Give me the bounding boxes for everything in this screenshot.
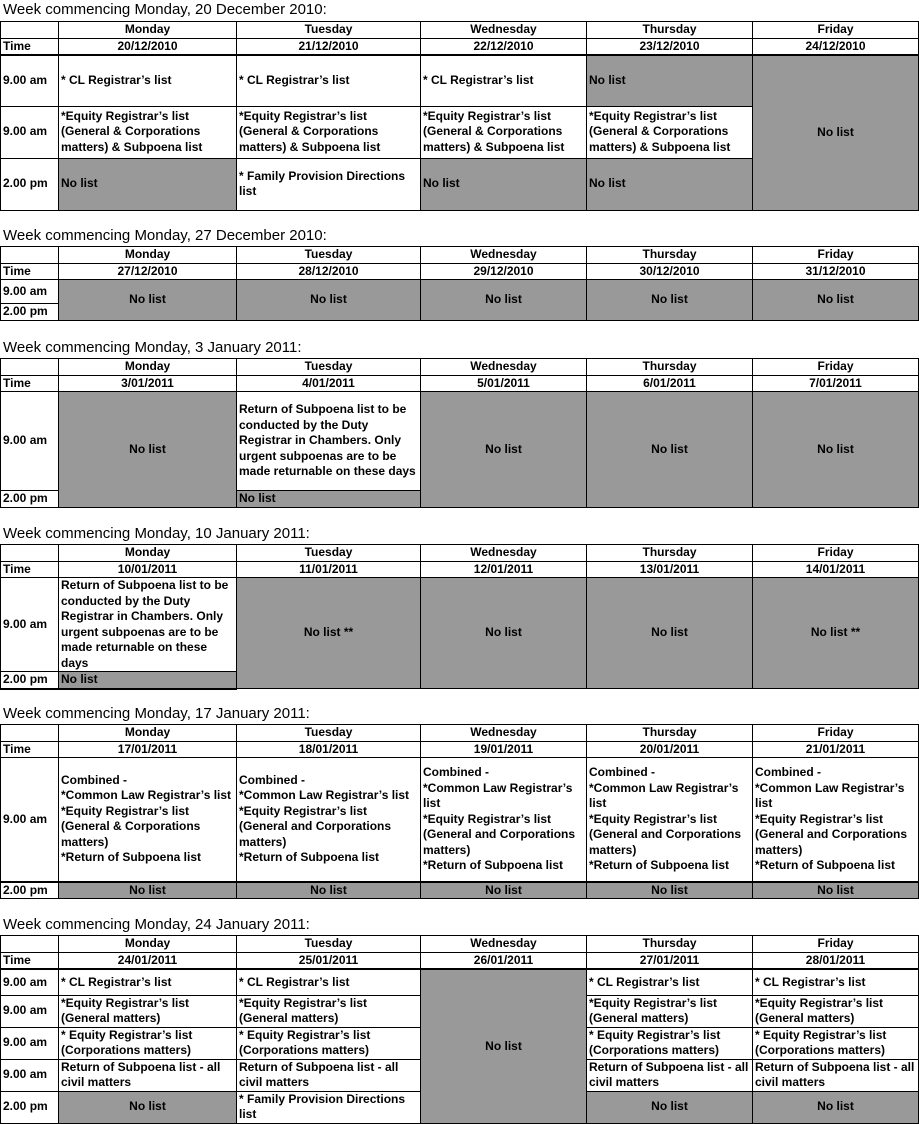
- corner-cell: [1, 936, 59, 953]
- date-header: 27/12/2010: [59, 263, 237, 280]
- day-header: Wednesday: [421, 22, 587, 39]
- schedule-cell: [753, 758, 919, 882]
- date-header: 29/12/2010: [421, 263, 587, 280]
- cell-line: *Return of Subpoena list: [239, 850, 380, 865]
- day-header: Thursday: [587, 936, 753, 953]
- day-header: Monday: [59, 725, 237, 742]
- date-header: 28/12/2010: [237, 263, 421, 280]
- schedule-cell: * Equity Registrar’s list (Corporations matters): [587, 1027, 753, 1059]
- date-header: 19/01/2011: [421, 741, 587, 758]
- date-header: 20/01/2011: [587, 741, 753, 758]
- day-header: Thursday: [587, 247, 753, 264]
- schedule-cell: *Equity Registrar’s list (General matters): [237, 995, 421, 1027]
- schedule-cell: * CL Registrar’s list: [59, 969, 237, 995]
- week-table-20-dec: [0, 21, 919, 211]
- date-header: 3/01/2011: [59, 375, 237, 392]
- date-header: 24/01/2011: [59, 952, 237, 969]
- schedule-cell: No list: [587, 280, 753, 321]
- date-header: 20/12/2010: [59, 38, 237, 55]
- corner-cell: [1, 545, 59, 562]
- schedule-cell: Return of Subpoena list - all civil matters: [59, 1059, 237, 1091]
- week-title: Week commencing Monday, 10 January 2011:: [3, 525, 310, 542]
- schedule-cell: No list: [753, 1091, 919, 1123]
- date-header: 11/01/2011: [237, 561, 421, 578]
- day-header: Thursday: [587, 359, 753, 376]
- day-header: Wednesday: [421, 936, 587, 953]
- cell-line: *Return of Subpoena list: [755, 858, 896, 872]
- schedule-cell: * CL Registrar’s list: [237, 55, 421, 106]
- time-header: Time: [1, 741, 59, 758]
- schedule-cell: No list: [421, 969, 587, 1123]
- time-cell: 9.00 am: [1, 995, 59, 1027]
- schedule-cell: No list: [237, 491, 421, 508]
- date-header: 21/12/2010: [237, 38, 421, 55]
- date-header: 30/12/2010: [587, 263, 753, 280]
- date-header: 12/01/2011: [421, 561, 587, 578]
- week-table-17-jan: [0, 724, 919, 899]
- schedule-cell: * Family Provision Directions list: [237, 158, 421, 210]
- time-cell: 9.00 am: [1, 1027, 59, 1059]
- day-header: Thursday: [587, 22, 753, 39]
- date-header: 7/01/2011: [753, 375, 919, 392]
- day-header: Tuesday: [237, 725, 421, 742]
- cell-line: *Common Law Registrar’s list: [755, 780, 905, 810]
- schedule-cell: * Equity Registrar’s list (Corporations matters): [59, 1027, 237, 1059]
- time-cell: 9.00 am: [1, 969, 59, 995]
- week-title: Week commencing Monday, 27 December 2010:: [3, 227, 327, 244]
- cell-line: *Common Law Registrar’s list: [589, 780, 739, 810]
- date-header: 25/01/2011: [237, 952, 421, 969]
- schedule-cell: No list: [587, 882, 753, 899]
- cell-line: Combined -: [423, 765, 489, 779]
- day-header: Friday: [753, 545, 919, 562]
- schedule-cell: * CL Registrar’s list: [237, 969, 421, 995]
- day-header: Wednesday: [421, 359, 587, 376]
- schedule-cell: No list: [587, 392, 753, 508]
- cell-line: Combined -: [61, 772, 127, 787]
- schedule-cell: *Equity Registrar’s list (General & Corporations matters) & Subpoena list: [421, 106, 587, 158]
- schedule-cell: [587, 758, 753, 882]
- schedule-cell: [421, 758, 587, 882]
- week-table-10-jan: [0, 544, 919, 690]
- time-header: Time: [1, 263, 59, 280]
- schedule-cell: No list **: [753, 578, 919, 689]
- date-header: 24/12/2010: [753, 38, 919, 55]
- schedule-cell: Return of Subpoena list to be conducted by the Duty Registrar in Chambers. Only urgent subpoenas are to be made returnable on these days: [59, 578, 237, 672]
- week-title: Week commencing Monday, 20 December 2010:: [3, 1, 327, 18]
- time-cell: 9.00 am: [1, 578, 59, 672]
- time-cell: 9.00 am: [1, 758, 59, 882]
- corner-cell: [1, 22, 59, 39]
- day-header: Thursday: [587, 725, 753, 742]
- schedule-cell: [237, 758, 421, 882]
- day-header: Tuesday: [237, 545, 421, 562]
- date-header: 28/01/2011: [753, 952, 919, 969]
- schedule-cell: *Equity Registrar’s list (General matters): [59, 995, 237, 1027]
- cell-line: *Common Law Registrar’s list: [61, 788, 232, 803]
- schedule-cell: * CL Registrar’s list: [587, 969, 753, 995]
- date-header: 26/01/2011: [421, 952, 587, 969]
- schedule-cell: No list: [59, 882, 237, 899]
- day-header: Wednesday: [421, 545, 587, 562]
- corner-cell: [1, 359, 59, 376]
- schedule-cell: No list: [587, 55, 753, 106]
- schedule-cell: No list: [59, 392, 237, 508]
- corner-cell: [1, 725, 59, 742]
- schedule-cell: Return of Subpoena list - all civil matters: [237, 1059, 421, 1091]
- time-cell: 2.00 pm: [1, 1091, 59, 1123]
- day-header: Thursday: [587, 545, 753, 562]
- schedule-cell: No list: [753, 882, 919, 899]
- schedule-cell: *Equity Registrar’s list (General & Corporations matters) & Subpoena list: [237, 106, 421, 158]
- schedule-cell: Return of Subpoena list - all civil matters: [587, 1059, 753, 1091]
- day-header: Friday: [753, 359, 919, 376]
- day-header: Tuesday: [237, 359, 421, 376]
- schedule-cell: No list: [421, 280, 587, 321]
- cell-line: *Equity Registrar’s list (General and Corporations matters): [755, 811, 908, 857]
- time-cell: 9.00 am: [1, 106, 59, 158]
- day-header: Tuesday: [237, 936, 421, 953]
- schedule-cell: Return of Subpoena list - all civil matters: [753, 1059, 919, 1091]
- schedule-cell: [59, 758, 237, 882]
- cell-line: *Equity Registrar’s list (General and Corporations matters): [589, 811, 742, 857]
- time-cell: 2.00 pm: [1, 158, 59, 210]
- cell-line: *Common Law Registrar’s list: [423, 780, 573, 810]
- schedule-cell: * CL Registrar’s list: [59, 55, 237, 106]
- day-header: Monday: [59, 359, 237, 376]
- time-header: Time: [1, 561, 59, 578]
- day-header: Wednesday: [421, 247, 587, 264]
- week-table-3-jan: [0, 358, 919, 508]
- schedule-cell: *Equity Registrar’s list (General matters): [753, 995, 919, 1027]
- day-header: Tuesday: [237, 247, 421, 264]
- schedule-cell: No list: [421, 158, 587, 210]
- schedule-cell: * Equity Registrar’s list (Corporations matters): [753, 1027, 919, 1059]
- schedule-cell: No list: [753, 392, 919, 508]
- day-header: Monday: [59, 247, 237, 264]
- time-cell: 2.00 pm: [1, 304, 59, 321]
- day-header: Friday: [753, 725, 919, 742]
- schedule-cell: * CL Registrar’s list: [421, 55, 587, 106]
- schedule-cell: No list: [237, 280, 421, 321]
- cell-line: *Common Law Registrar’s list: [239, 788, 410, 803]
- schedule-cell: No list: [59, 158, 237, 210]
- cell-line: *Return of Subpoena list: [61, 850, 202, 865]
- schedule-cell: No list: [753, 280, 919, 321]
- corner-cell: [1, 247, 59, 264]
- date-header: 6/01/2011: [587, 375, 753, 392]
- time-cell: 9.00 am: [1, 392, 59, 491]
- date-header: 23/12/2010: [587, 38, 753, 55]
- week-title: Week commencing Monday, 3 January 2011:: [3, 339, 302, 356]
- week-table-24-jan: [0, 935, 919, 1124]
- date-header: 21/01/2011: [753, 741, 919, 758]
- schedule-cell: No list: [59, 672, 237, 689]
- schedule-cell: Return of Subpoena list to be conducted by the Duty Registrar in Chambers. Only urgent subpoenas are to be made returnable on these days: [237, 392, 421, 491]
- schedule-cell: No list: [421, 882, 587, 899]
- schedule-cell: No list **: [237, 578, 421, 689]
- day-header: Tuesday: [237, 22, 421, 39]
- time-cell: 2.00 pm: [1, 882, 59, 899]
- day-header: Friday: [753, 247, 919, 264]
- day-header: Friday: [753, 936, 919, 953]
- week-title: Week commencing Monday, 24 January 2011:: [3, 916, 310, 933]
- date-header: 10/01/2011: [59, 561, 237, 578]
- schedule-cell: *Equity Registrar’s list (General & Corporations matters) & Subpoena list: [59, 106, 237, 158]
- date-header: 18/01/2011: [237, 741, 421, 758]
- time-cell: 2.00 pm: [1, 672, 59, 689]
- date-header: 13/01/2011: [587, 561, 753, 578]
- cell-line: *Equity Registrar’s list (General and Corporations matters): [423, 811, 576, 857]
- date-header: 5/01/2011: [421, 375, 587, 392]
- schedule-cell: No list: [753, 55, 919, 210]
- cell-line: *Equity Registrar’s list (General & Corporations matters): [61, 803, 201, 849]
- schedule-cell: * CL Registrar’s list: [753, 969, 919, 995]
- schedule-cell: *Equity Registrar’s list (General matters): [587, 995, 753, 1027]
- date-header: 4/01/2011: [237, 375, 421, 392]
- schedule-cell: No list: [59, 280, 237, 321]
- cell-line: *Equity Registrar’s list (General and Corporations matters): [239, 803, 392, 849]
- cell-line: Combined -: [589, 765, 655, 779]
- day-header: Friday: [753, 22, 919, 39]
- date-header: 17/01/2011: [59, 741, 237, 758]
- time-header: Time: [1, 952, 59, 969]
- schedule-cell: No list: [59, 1091, 237, 1123]
- cell-line: Combined -: [239, 772, 305, 787]
- schedule-cell: *Equity Registrar’s list (General & Corporations matters) & Subpoena list: [587, 106, 753, 158]
- date-header: 31/12/2010: [753, 263, 919, 280]
- week-table-27-dec: [0, 246, 919, 321]
- schedule-cell: No list: [421, 578, 587, 689]
- schedule-cell: * Equity Registrar’s list (Corporations matters): [237, 1027, 421, 1059]
- day-header: Monday: [59, 936, 237, 953]
- schedule-cell: No list: [587, 1091, 753, 1123]
- schedule-cell: No list: [237, 882, 421, 899]
- schedule-cell: No list: [587, 578, 753, 689]
- time-header: Time: [1, 38, 59, 55]
- day-header: Wednesday: [421, 725, 587, 742]
- time-cell: 9.00 am: [1, 280, 59, 304]
- cell-line: Combined -: [755, 765, 821, 779]
- schedule-cell: No list: [587, 158, 753, 210]
- schedule-cell: * Family Provision Directions list: [237, 1091, 421, 1123]
- day-header: Monday: [59, 545, 237, 562]
- time-header: Time: [1, 375, 59, 392]
- date-header: 22/12/2010: [421, 38, 587, 55]
- date-header: 27/01/2011: [587, 952, 753, 969]
- cell-line: *Return of Subpoena list: [423, 858, 564, 872]
- cell-line: *Return of Subpoena list: [589, 858, 730, 872]
- date-header: 14/01/2011: [753, 561, 919, 578]
- schedule-cell: No list: [421, 392, 587, 508]
- day-header: Monday: [59, 22, 237, 39]
- time-cell: 9.00 am: [1, 55, 59, 106]
- week-title: Week commencing Monday, 17 January 2011:: [3, 705, 310, 722]
- time-cell: 9.00 am: [1, 1059, 59, 1091]
- time-cell: 2.00 pm: [1, 491, 59, 508]
